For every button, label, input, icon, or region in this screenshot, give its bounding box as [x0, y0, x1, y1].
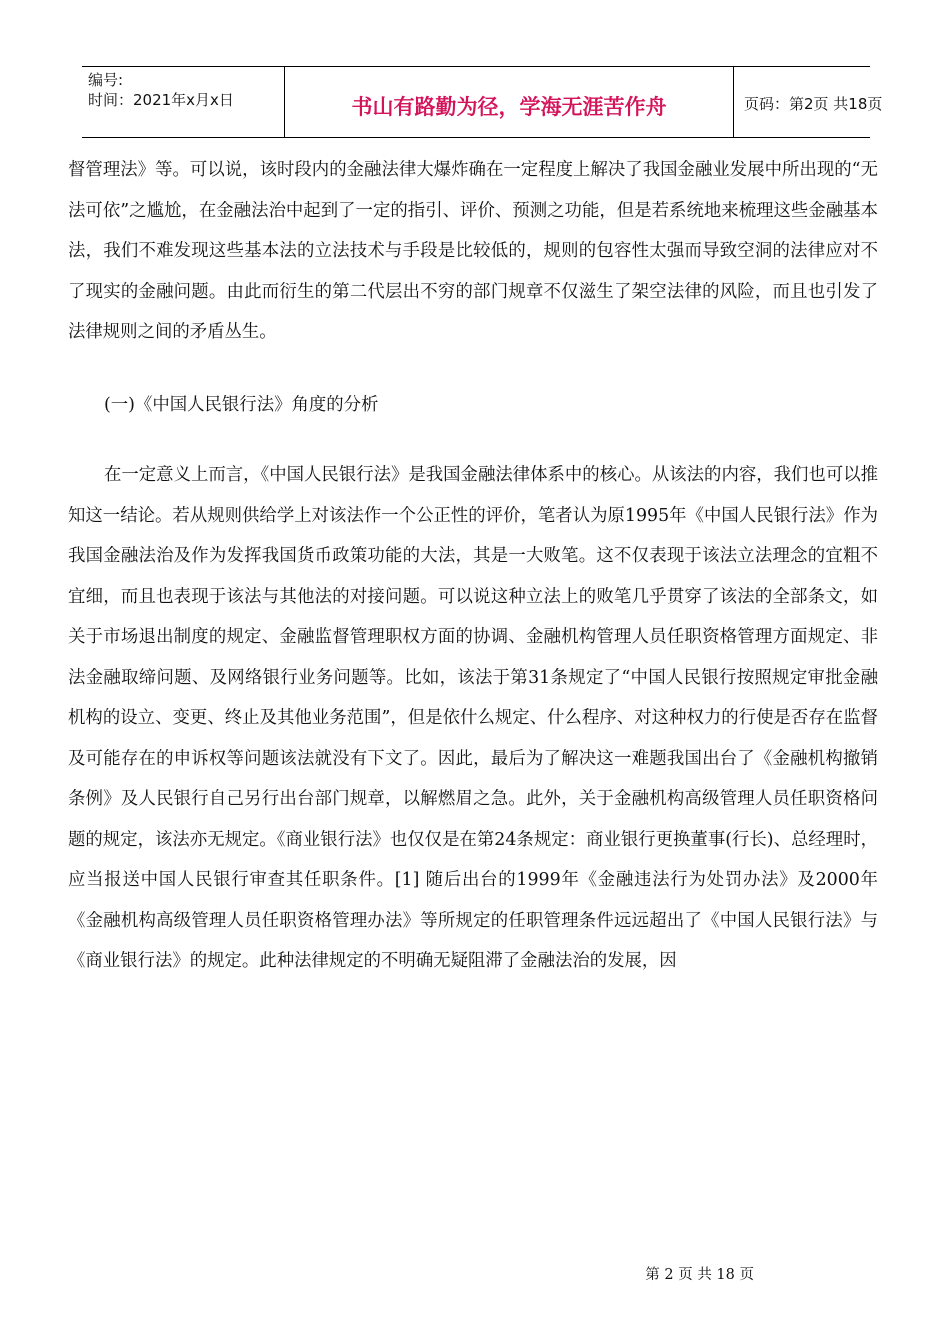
- section-heading: (一)《中国人民银行法》角度的分析: [104, 394, 379, 415]
- page-footer: [0, 1263, 950, 1284]
- page-header: [82, 66, 883, 138]
- document-number-label: 编号:: [88, 71, 124, 89]
- paragraph-1: 督管理法》等。可以说，该时段内的金融法律大爆炸确在一定程度上解决了我国金融业发展中所出现的“无法可依”之尴尬，在金融法治中起到了一定的指引、评价、预测之功能，但是若系统地来梳理这些金融基本法，我们不难发现这些基本法的立法技术与手段是比较低的，规则的包容性太强而导致空洞的法律应对不了现实的金融问题。由此而衍生的第二代层出不穷的部门规章不仅滋生了架空法律的风险，而且也引发了法律规则之间的矛盾丛生。: [68, 160, 878, 342]
- header-page-number: 页码：第2页 共18页: [744, 95, 883, 113]
- document-body: [68, 150, 878, 982]
- footer-page-number: 第 2 页 共 18 页: [645, 1267, 754, 1283]
- header-motto-cell: [284, 67, 734, 137]
- paragraph-2: 在一定意义上而言，《中国人民银行法》是我国金融法律体系中的核心。从该法的内容，我们也可以推知这一结论。若从规则供给学上对该法作一个公正性的评价，笔者认为原1995年《中国人民银行法》作为我国金融法治及作为发挥我国货币政策功能的大法，其是一大败笔。这不仅表现于该法立法理念的宜粗不宜细，而且也表现于该法与其他法的对接问题。可以说这种立法上的败笔几乎贯穿了该法的全部条文，如关于市场退出制度的规定、金融监督管理职权方面的协调、金融机构管理人员任职资格管理方面规定、非法金融取缔问题、及网络银行业务问题等。比如，该法于第31条规定了“中国人民银行按照规定审批金融机构的设立、变更、终止及其他业务范围”，但是依什么规定、什么程序、对这种权力的行使是否存在监督及可能存在的申诉权等问题该法就没有下文了。因此，最后为了解决这一难题我国出台了《金融机构撤销条例》及人民银行自己另行出台部门规章，以解燃眉之急。此外，关于金融机构高级管理人员任职资格问题的规定，该法亦无规定。《商业银行法》也仅仅是在第24条规定：商业银行更换董事(行长)、总经理时，应当报送中国人民银行审查其任职条件。[1] 随后出台的1999年《金融违法行为处罚办法》及2000年《金融机构高级管理人员任职资格管理办法》等所规定的任职管理条件远远超出了《中国人民银行法》与《商业银行法》的规定。此种法律规定的不明确无疑阻滞了金融法治的发展，因: [68, 465, 878, 971]
- header-motto: 书山有路勤为径，学海无涯苦作舟: [351, 95, 667, 119]
- header-page-cell: [732, 67, 883, 137]
- header-info-cell: [82, 67, 284, 137]
- document-time-label: 时间：2021年x月x日: [88, 91, 234, 109]
